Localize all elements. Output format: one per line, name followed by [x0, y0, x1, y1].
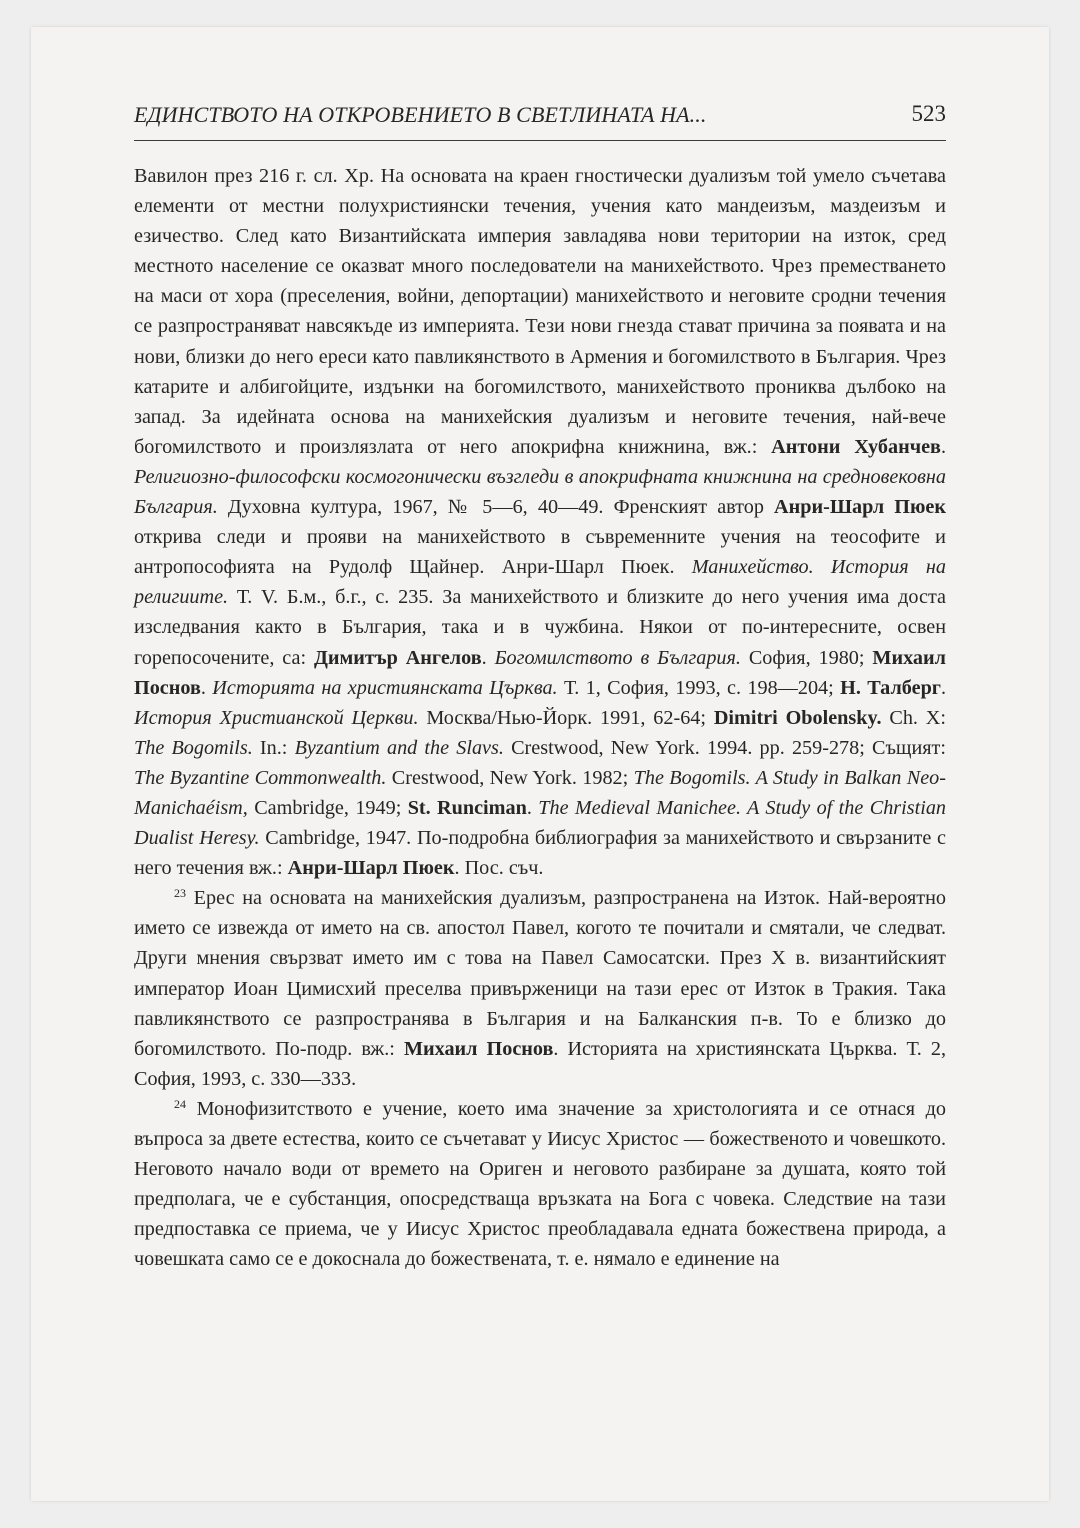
- text-run: .: [940, 676, 947, 699]
- work-title: The Bogomils.: [134, 736, 253, 759]
- author-name: Н. Талберг: [840, 676, 941, 699]
- text-run: .: [526, 796, 539, 819]
- author-name: Михаил Поснов: [403, 1037, 554, 1060]
- text-run: . Пос. съч.: [454, 857, 544, 880]
- text-run: Cambridge, 1949;: [247, 796, 408, 819]
- author-name: Михаил Поснов: [134, 646, 946, 699]
- author-name: Анри-Шарл Пюек: [287, 857, 455, 880]
- text-run: Crestwood, New York. 1982;: [386, 766, 634, 789]
- page-number: 523: [911, 101, 946, 126]
- text-run: открива следи и прояви на манихейството в съвременните учения на теософите и антропософията на Рудолф Щайнер. Анри-Шарл Пюек.: [134, 526, 946, 579]
- text-run: .: [200, 676, 213, 699]
- work-title: Историята на християнската Църква.: [212, 676, 558, 699]
- author-name: Димитър Ангелов: [314, 646, 482, 669]
- work-title: Манихейство. История на религиите.: [134, 556, 946, 609]
- running-title: ЕДИНСТВОТО НА ОТКРОВЕНИЕТО В СВЕТЛИНАТА НА...: [134, 102, 707, 127]
- work-title: История Христианской Церкви.: [134, 706, 419, 729]
- work-title: Byzantium and the Slavs.: [294, 736, 504, 759]
- work-title: The Bogomils. A Study in Balkan Neo-Manichaéism,: [134, 766, 946, 819]
- text-run: Духовна култура, 1967, № 5—6, 40—49. Френският автор: [217, 496, 775, 519]
- text-run: Ch. X:: [881, 706, 946, 729]
- text-run: Cambridge, 1947. По-подробна библиография за манихейството и свързаните с него течения вж.:: [134, 827, 946, 880]
- text-run: Вавилон през 216 г. сл. Хр. На основата на краен гностически дуализъм той умело съчетава елементи от местни полухристиянски течения, учения като мандеизъм, маздеизъм и езичество. След като Византийската империя завладява нови територии на изток, сред местното население се оказват много последователи на манихейството. Чрез преместването на маси от хора (преселения, войни, депортации) манихейството и неговите сродни течения се разпространяват навсякъде из империята. Тези нови гнезда стават причина за появата и на нови, близки до него ереси като павликянството в Армения и богомилството в България. Чрез катарите и албигойците, издънки на богомилството, манихейството прониква дълбоко на запад. За идейната основа на манихейския дуализъм и неговите течения, най-вече богомилството и произлязлата от него апокрифна книжнина, вж.:: [134, 165, 946, 458]
- text-run: Москва/Нью-Йорк. 1991, 62-64;: [418, 706, 714, 729]
- author-name: Анри-Шарл Пюек: [774, 496, 946, 519]
- text-run: . Историята на християнската Църква. Т. 2, София, 1993, с. 330—333.: [134, 1037, 946, 1090]
- text-run: .: [940, 435, 946, 458]
- author-name: St. Runciman: [407, 796, 527, 819]
- text-run: Ерес на основата на манихейския дуализъм, разпространена на Изток. Най-вероятно името се извежда от името на св. апостол Павел, когото те почитали и смятали, че следват. Други мнения свързват името им с това на Павел Самосатски. През Х в. византийският император Иоан Цимисхий преселва привърженици на тази ерес от Изток в Тракия. Така павликянството се разпространява в България и на Балканския п-в. То е близко до богомилството. По-подр. вж.:: [134, 887, 946, 1060]
- work-title: Религиозно-философски космогонически възгледи в апокрифната книжнина на средновековна България.: [134, 465, 946, 519]
- text-run: Т. 1, София, 1993, с. 198—204;: [557, 676, 841, 699]
- text-run: In.:: [252, 736, 295, 759]
- running-header: [134, 100, 946, 141]
- footnote-number: 23: [174, 886, 186, 901]
- work-title: The Byzantine Commonwealth.: [134, 766, 387, 789]
- work-title: Богомилството в България.: [494, 646, 741, 669]
- footnote-number: 24: [174, 1096, 186, 1111]
- text-run: София, 1980;: [740, 646, 873, 669]
- paragraph-continuation: [134, 161, 946, 883]
- text-run: .: [481, 646, 495, 669]
- paragraph-note-24: [134, 1094, 946, 1275]
- text-run: Монофизитството е учение, което има значение за христологията и се отнася до въпроса за двете естества, които се съчетават у Иисус Христос — божественото и човешкото. Неговото начало води от времето на Ориген и неговото разбиране за душата, която той предполага, че е субстанция, опосредстваща връзката на Бога с човека. Следствие на тази предпоставка се приема, че у Иисус Христос преобладавала едната божествена природа, а човешката само се е докоснала до божествената, т. е. нямало е единение на: [134, 1097, 946, 1271]
- paragraph-note-23: [134, 883, 946, 1094]
- footnotes-text: [134, 161, 946, 1274]
- text-run: Crestwood, New York. 1994. pp. 259-278; Същият:: [503, 736, 946, 759]
- text-run: Т. V. Б.м., б.г., с. 235. За манихейството и близките до него учения има доста изследвания както в България, така и в чужбина. Някои от по-интересните, освен горепосочените, са:: [134, 586, 946, 669]
- author-name: Dimitri Obolensky.: [713, 706, 882, 729]
- work-title: The Medieval Manichee. A Study of the Christian Dualist Heresy.: [134, 796, 947, 850]
- author-name: Антони Хубанчев: [771, 435, 941, 458]
